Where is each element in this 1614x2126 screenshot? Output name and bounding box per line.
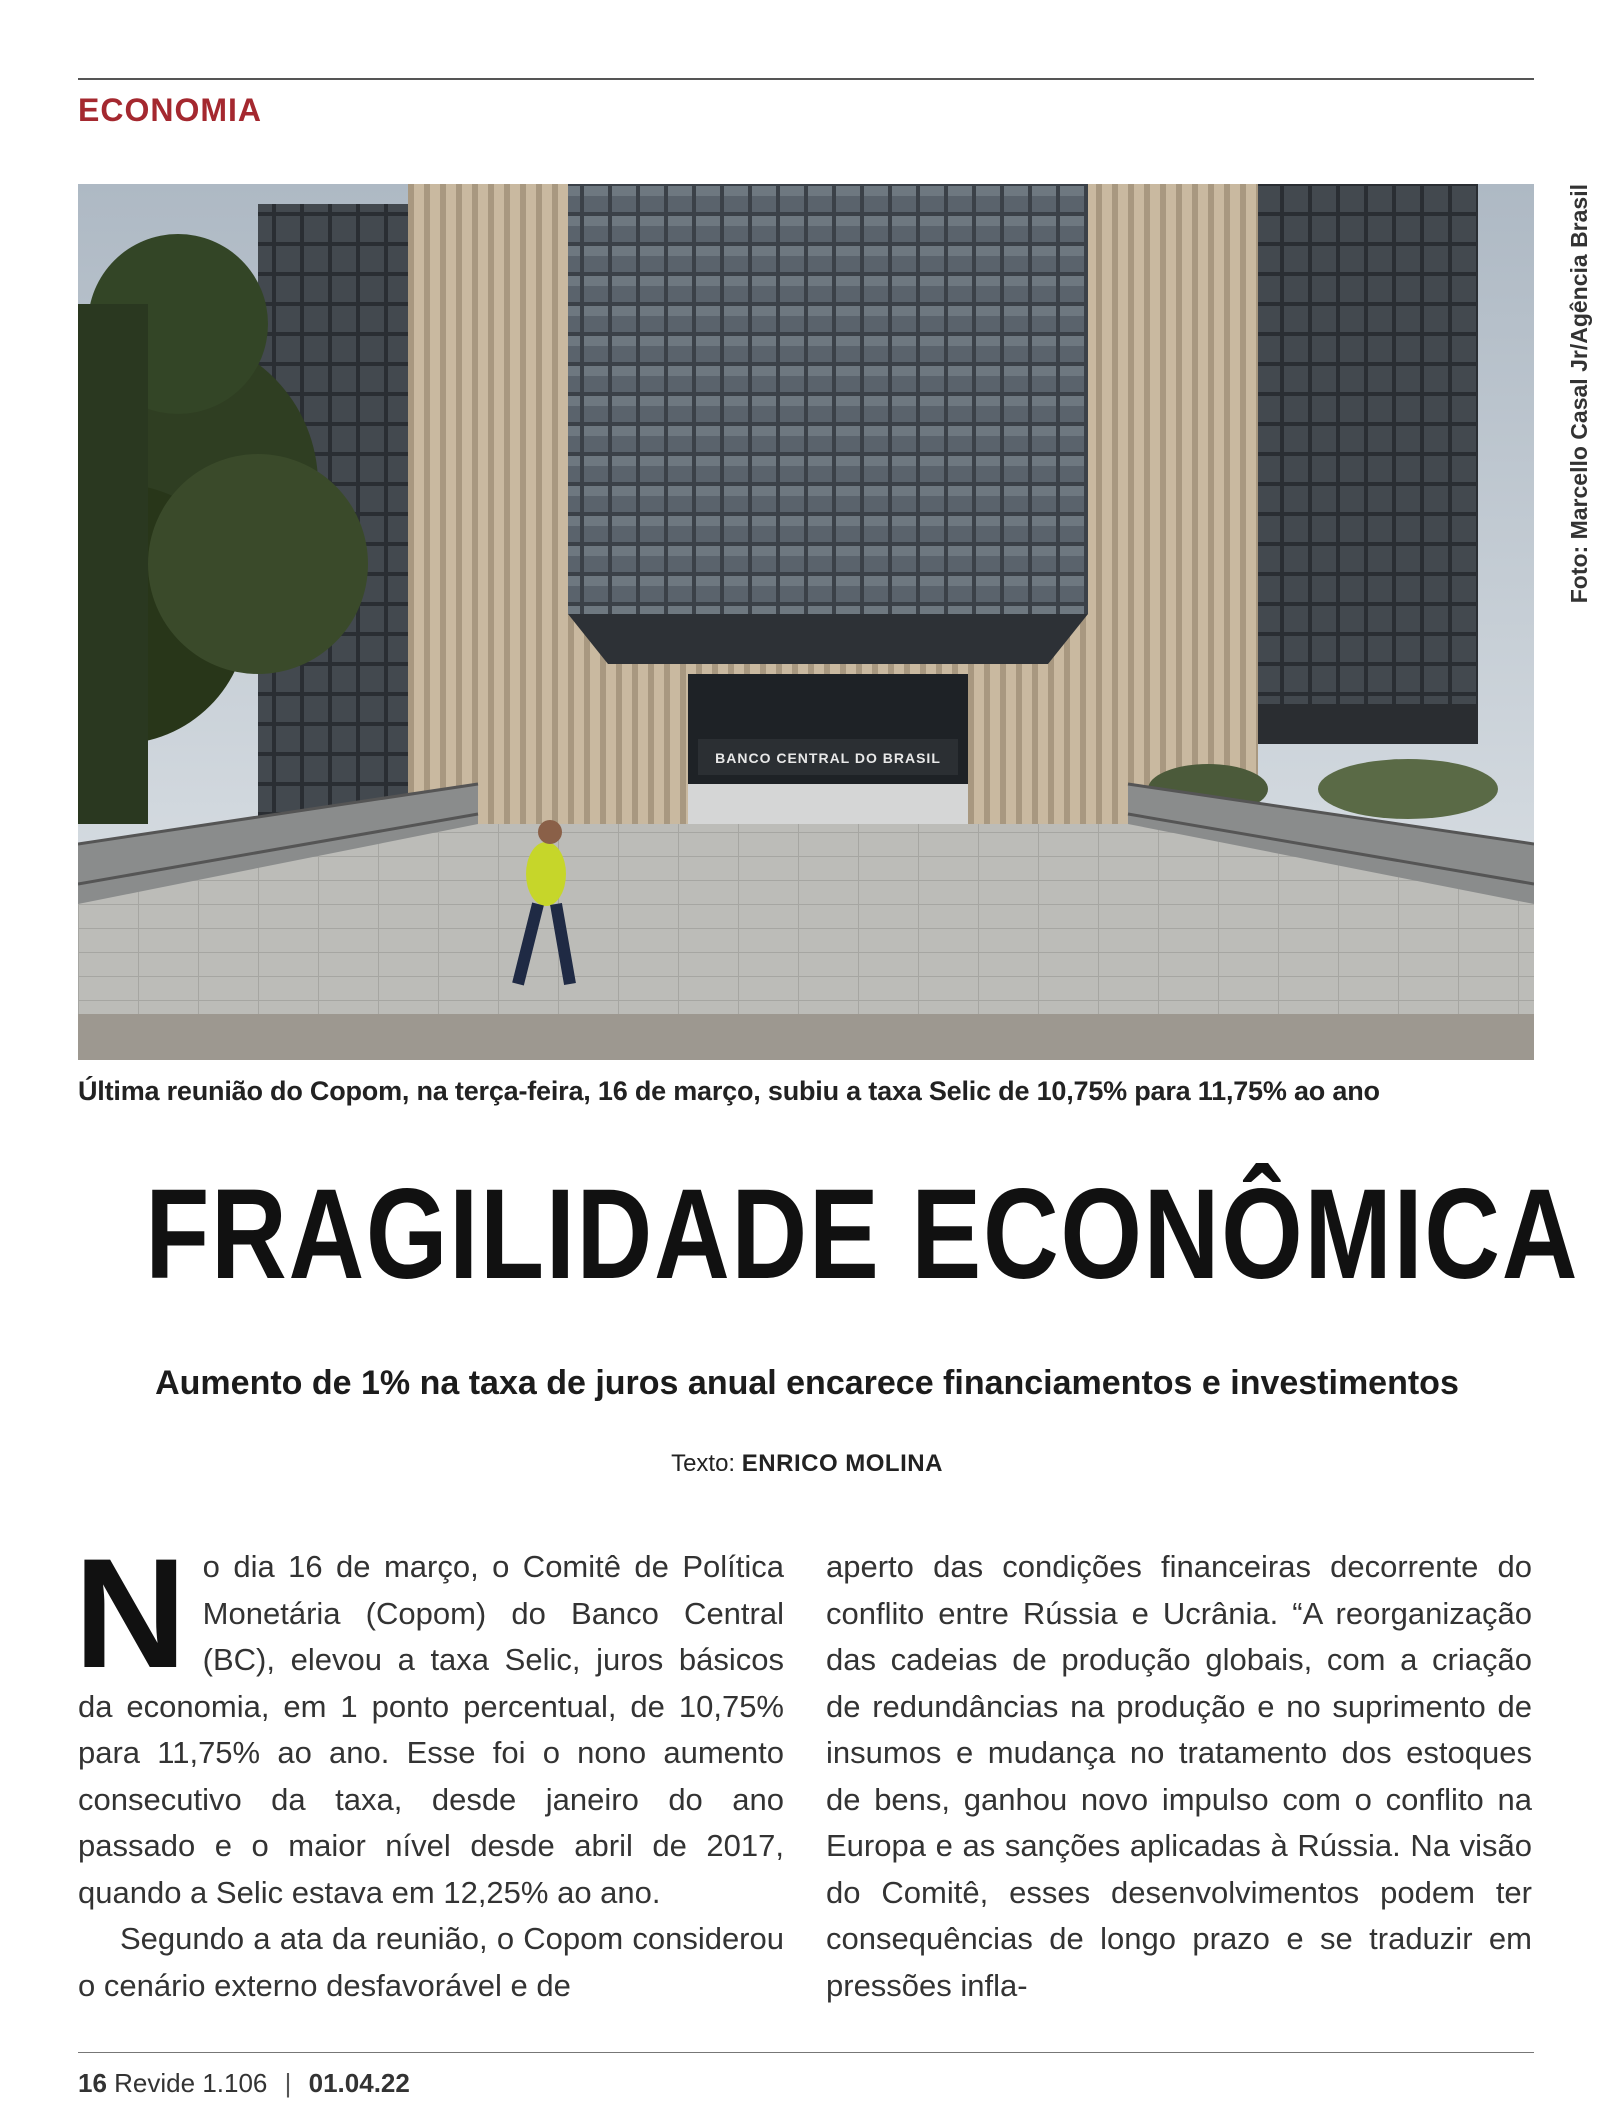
article-column-right: [826, 1544, 1532, 2009]
paragraph-1: [74, 1527, 784, 1916]
bottom-rule: [78, 2052, 1534, 2053]
byline-author: ENRICO MOLINA: [741, 1450, 943, 1477]
magazine-issue: Revide 1.106: [114, 2068, 268, 2098]
byline: [0, 1450, 1614, 1478]
photo-caption: Última reunião do Copom, na terça-feira, 16 de março, subiu a taxa Selic de 10,75% para 11,75% ao ano: [78, 1076, 1380, 1106]
article-column-left: [74, 1527, 784, 2009]
paragraph-2: Segundo a ata da reunião, o Copom considerou o cenário externo desfavorável e de: [78, 1921, 784, 2003]
byline-prefix: Texto:: [671, 1450, 736, 1477]
paragraph-3: aperto das condições financeiras decorrente do conflito entre Rússia e Ucrânia. “A reorganização das cadeias de produção globais, com a criação de redundâncias na produção e no suprimento de insumos e mudança no tratamento dos estoques de bens, ganhou novo impulso com o conflito na Europa e as sanções aplicadas à Rússia. Na visão do Comitê, esses desenvolvimentos podem ter consequências de longo prazo e se traduzir em pressões infla-: [826, 1549, 1532, 2003]
article-subtitle: Aumento de 1% na taxa de juros anual encarece financiamentos e investimentos: [155, 1364, 1459, 1402]
section-label: ECONOMIA: [78, 92, 262, 128]
footer-separator: |: [284, 2068, 292, 2098]
article-photo: [78, 184, 1534, 1060]
issue-date: 01.04.22: [308, 2068, 410, 2098]
photo-credit: Foto: Marcello Casal Jr/Agência Brasil: [1566, 184, 1592, 604]
building-sign: BANCO CENTRAL DO BRASIL: [715, 750, 941, 766]
page-footer: [78, 2068, 410, 2099]
article-headline: FRAGILIDADE ECONÔMICA: [145, 1163, 1580, 1306]
drop-cap: N: [74, 1527, 187, 1701]
paragraph-1-text: o dia 16 de março, o Comitê de Política Monetária (Copom) do Banco Central (BC), elevou a taxa Selic, juros básicos da economia, em 1 ponto percentual, de 10,75% para 11,75% ao ano. Esse foi o nono aumento consecutivo da taxa, desde janeiro do ano passado e o maior nível desde abril de 2017, quando a Selic estava em 12,25% ao ano.: [78, 1549, 784, 1910]
top-rule: [78, 78, 1534, 80]
page-number: 16: [78, 2068, 107, 2098]
